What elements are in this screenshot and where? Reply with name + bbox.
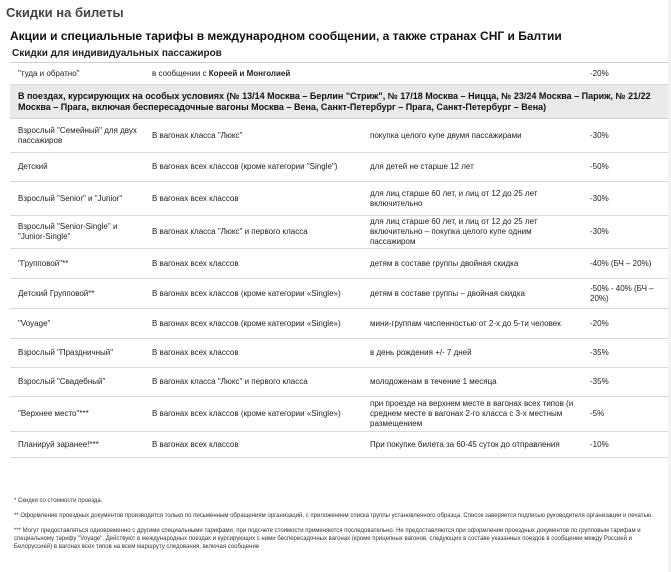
footnote: * Скидки со стоимости проезда.	[14, 498, 103, 504]
footnote: *** Могут предоставляться одновременно с другими специальными тарифами, при подсчете стоимости применяются последовательно. Не предоставляются при оформлении проездных документов по групповым тарифам и специальному тарифу "Voyage". Действуют в международных поездах и курсирующих с ними беспересадочных вагонах (кроме прицепных вагонов, следующих в составе указанных поездов в сообщении между Россией и Белоруссией) в вагонах всех типов на всем маршруту следования, включая сообщение	[14, 528, 641, 550]
table-row	[10, 249, 668, 279]
tariff-discount: -50% - 40% (БЧ – 20%)	[580, 279, 668, 309]
carriage-class: В вагонах всех классов (кроме категории «Single»)	[144, 279, 362, 309]
carriage-class: В вагонах класса "Люкс"	[144, 119, 362, 153]
tariff-condition: в день рождения +/- 7 дней	[362, 339, 580, 368]
carriage-class: В вагонах всех классов	[144, 249, 362, 279]
tariff-condition: для лиц старше 60 лет, и лиц от 12 до 25 лет включительно	[362, 182, 580, 216]
tariff-condition: для детей не старше 12 лет	[362, 153, 580, 182]
table-section-band	[10, 85, 668, 119]
carriage-class: В вагонах всех классов	[144, 339, 362, 368]
carriage-class: В вагонах всех классов (кроме категории "Single")	[144, 153, 362, 182]
table-row	[10, 397, 668, 432]
tariff-discount: -30%	[580, 216, 668, 249]
tariff-discount: -20%	[580, 63, 668, 85]
carriage-class: В вагонах класса "Люкс" и первого класса	[144, 216, 362, 249]
carriage-class: В вагонах всех классов (кроме категории «Single»)	[144, 397, 362, 432]
table-row	[10, 432, 668, 458]
table-row	[10, 339, 668, 368]
tariff-name: Детский Групповой**	[10, 279, 144, 309]
tariff-discount: -10%	[580, 432, 668, 458]
tariff-discount: -35%	[580, 339, 668, 368]
tariff-name: "Верхнее место"***	[10, 397, 144, 432]
tariff-condition: детям в составе группы двойная скидка	[362, 249, 580, 279]
tariff-discount: -20%	[580, 309, 668, 339]
carriage-class: В вагонах всех классов	[144, 182, 362, 216]
table-row	[10, 182, 668, 216]
tariff-name: Взрослый "Senior" и "Junior"	[10, 182, 144, 216]
carriage-class: В вагонах всех классов (кроме категории «Single»)	[144, 309, 362, 339]
tariff-condition: детям в составе группы – двойная скидка	[362, 279, 580, 309]
tariff-condition: молодоженам в течение 1 месяца	[362, 368, 580, 397]
tariff-name: Взрослый "Senior-Single" и "Junior-Single"	[10, 216, 144, 249]
table-row	[10, 153, 668, 182]
tariff-discount: -30%	[580, 182, 668, 216]
section-heading: Скидки для индивидуальных пассажиров	[12, 48, 222, 59]
table-row	[10, 279, 668, 309]
tariff-name: Планируй заранее!***	[10, 432, 144, 458]
carriage-class: В вагонах всех классов	[144, 432, 362, 458]
condition-countries: Кореей и Монголией	[208, 68, 291, 78]
tariff-name: "Voyage"	[10, 309, 144, 339]
tariff-condition: При покупке билета за 60-45 суток до отправления	[362, 432, 580, 458]
tariff-discount: -35%	[580, 368, 668, 397]
page-title: Скидки на билеты	[6, 5, 124, 20]
table-row	[10, 368, 668, 397]
table-row	[10, 216, 668, 249]
tariff-name: Детский	[10, 153, 144, 182]
tariff-discount: -40% (БЧ – 20%)	[580, 249, 668, 279]
discount-table	[10, 62, 668, 458]
tariff-condition: для лиц старше 60 лет, и лиц от 12 до 25 лет включительно – покупка целого купе одним пассажиром	[362, 216, 580, 249]
table-row	[10, 119, 668, 153]
tariff-condition: мини-группам численностью от 2-х до 5-ти человек	[362, 309, 580, 339]
page-subtitle: Акции и специальные тарифы в международном сообщении, а также странах СНГ и Балтии	[10, 29, 562, 43]
table-row	[10, 309, 668, 339]
tariff-discount: -30%	[580, 119, 668, 153]
footnotes	[14, 497, 664, 558]
table-row	[10, 63, 668, 85]
condition-prefix: в сообщении с	[152, 68, 209, 78]
band-text: В поездах, курсирующих на особых условиях (№ 13/14 Москва – Берлин "Стриж", № 17/18 Москва – Ницца, № 23/24 Москва – Париж, № 21/22 Москва – Прага, включая беспересадочные вагоны Москва – Вена, Санкт-Петербург – Прага, Санкт-Петербург – Вена)	[10, 85, 668, 119]
carriage-class: В вагонах класса "Люкс" и первого класса	[144, 368, 362, 397]
tariff-name: Взрослый "Семейный" для двух пассажиров	[10, 119, 144, 153]
tariff-discount: -50%	[580, 153, 668, 182]
tariff-condition: при проезде на верхнем месте в вагонах всех типов (и среднем месте в вагонах 2-го класса с 3-х местным размещением	[362, 397, 580, 432]
tariff-condition: покупка целого купе двумя пассажирами	[362, 119, 580, 153]
tariff-discount: -5%	[580, 397, 668, 432]
tariff-name: "туда и обратно"	[10, 63, 144, 85]
tariff-name: Взрослый "Праздничный"	[10, 339, 144, 368]
tariff-name: Взрослый "Свадебный"	[10, 368, 144, 397]
footnote: ** Оформление проездных документов производится только по письменным обращениям организаций, с приложением списка группы установленного образца. Список заверяется подписью руководителя организации и печатью.	[14, 513, 653, 519]
tariff-condition	[144, 63, 580, 85]
tariff-name: "Групповой"**	[10, 249, 144, 279]
